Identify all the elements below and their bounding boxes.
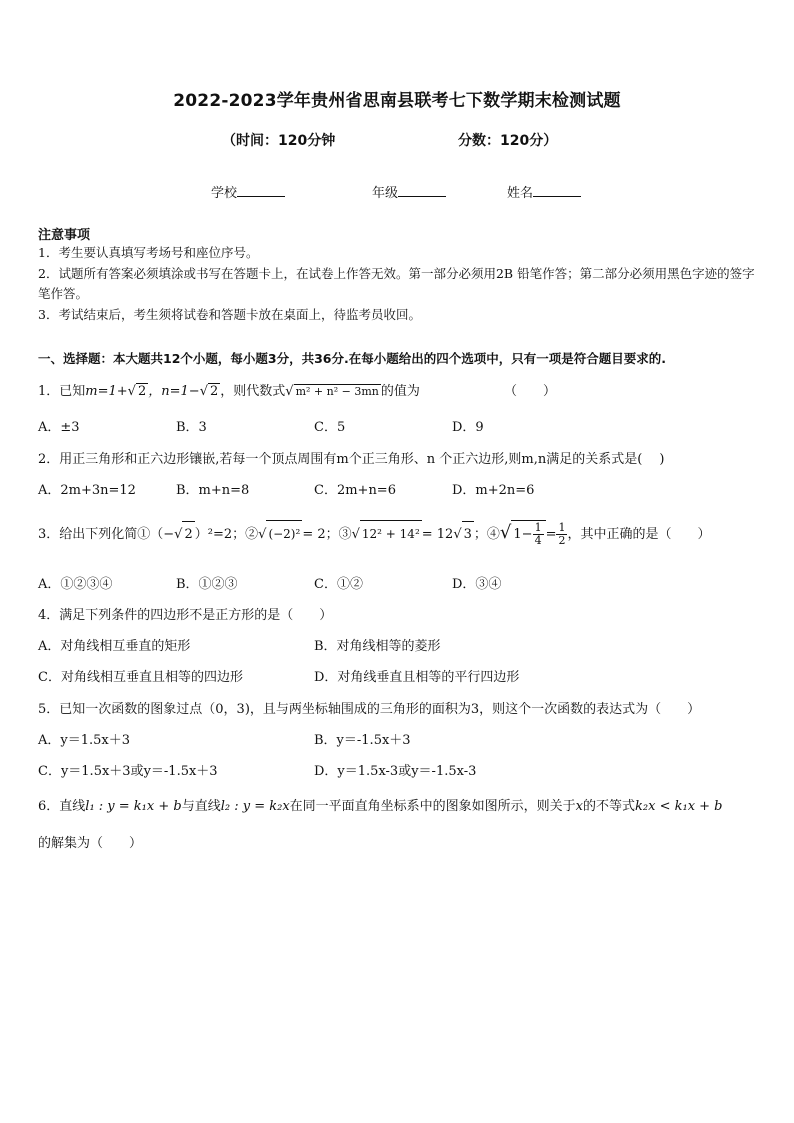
q2-option-c[interactable]: C．2m+n=6	[314, 483, 396, 498]
notice-item: 1．考生要认真填写考场号和座位序号。	[38, 245, 259, 260]
question-3: 3．给出下列化简①（−√ 2 ）²=2；②√ (−2)² = 2；③√ 12² + 14² = 12√ 3 ；④√ 1− $\frac{1}{4}$ = $\frac{1}{2}$ ，其中正确的是（ ）	[38, 521, 711, 547]
page-title: 2022-2023学年贵州省思南县联考七下数学期末检测试题	[173, 91, 621, 111]
q3-option-a[interactable]: A．①②③④	[38, 577, 113, 592]
q5-option-d[interactable]: D．y＝1.5x-3或y＝-1.5x-3	[314, 764, 477, 779]
q6-stem: 6．直线	[38, 799, 86, 814]
q2-option-a[interactable]: A．2m+3n=12	[38, 483, 136, 498]
q3-stem-b: ，其中正确的是（ ）	[567, 527, 711, 542]
q1-option-b[interactable]: B．3	[176, 420, 207, 435]
q3-radicand-3b: 3	[462, 521, 474, 548]
question-1: 1．已知m=1+√ 2 ，n=1−√ 2 ，则代数式√ m² + n² − 3mn 的值为	[38, 384, 420, 399]
q3-radicand-4: 1−	[513, 527, 533, 542]
q3-radicand-2: (−2)²	[266, 520, 302, 547]
q3-fraction-2-den: 2	[558, 534, 566, 547]
grade-label: 年级	[372, 186, 399, 201]
q6-variable: x	[575, 799, 584, 814]
q5-option-a[interactable]: A．y＝1.5x＋3	[38, 733, 131, 748]
q3-fraction-2	[556, 522, 567, 547]
notice-item: 3．考试结束后，考生须将试卷和答题卡放在桌面上，待监考员收回。	[38, 307, 421, 322]
q1-option-c[interactable]: C．5	[314, 420, 346, 435]
q6-line-1: l₁ : y = k₁x + b	[85, 799, 182, 814]
q4-option-a[interactable]: A．对角线相互垂直的矩形	[38, 639, 191, 654]
q3-fraction-1-den: 4	[534, 534, 542, 547]
q5-option-b[interactable]: B．y＝-1.5x＋3	[314, 733, 411, 748]
q1-expr-radicand: m² + n² − 3mn	[295, 385, 379, 398]
q3-option-d[interactable]: D．③④	[452, 577, 502, 592]
q2-option-b[interactable]: B．m+n=8	[176, 483, 250, 498]
question-2: 2．用正三角形和正六边形镶嵌,若每一个顶点周围有m个正三角形、n 个正六边形,则m,n满足的关系式是( )	[38, 452, 665, 467]
name-label: 姓名	[507, 186, 534, 201]
question-5: 5．已知一次函数的图象过点（0，3)，且与两坐标轴围成的三角形的面积为3，则这个一次函数的表达式为（ ）	[38, 702, 701, 717]
name-field	[507, 182, 581, 201]
notice-heading: 注意事项	[38, 228, 91, 243]
question-4: 4．满足下列条件的四边形不是正方形的是（ ）	[38, 608, 333, 623]
q6-line2: 的解集为（ ）	[38, 836, 143, 851]
q1-stem-c: 的值为	[380, 384, 420, 399]
q3-option-b[interactable]: B．①②③	[176, 577, 238, 592]
q3-option-c[interactable]: C．①②	[314, 577, 363, 592]
q3-stem: 3．给出下列化简①（−	[38, 527, 175, 542]
q6-inequality: k₂x < k₁x + b	[635, 799, 723, 814]
q3-part-2: = 2；③	[302, 527, 352, 542]
school-field	[211, 182, 285, 201]
q5-option-c[interactable]: C．y＝1.5x＋3或y＝-1.5x＋3	[38, 764, 218, 779]
q6-mid-2: 在同一平面直角坐标系中的图象如图所示，则关于	[289, 799, 576, 814]
q6-line-2: l₂ : y = k₂x	[220, 799, 290, 814]
grade-blank[interactable]	[398, 184, 446, 197]
notice-item: 2．试题所有答案必须填涂或书写在答题卡上，在试卷上作答无效。第一部分必须用2B 铅笔作答；第二部分必须用黑色字迹的签字笔作答。	[38, 266, 755, 301]
q1-m-expr: m=1+	[85, 384, 128, 399]
q1-n-expr: ，n=1−	[148, 384, 200, 399]
q4-option-d[interactable]: D．对角线垂直且相等的平行四边形	[314, 670, 520, 685]
q1-stem: 1．已知	[38, 384, 86, 399]
q3-radicand-1: 2	[182, 521, 194, 548]
q3-radicand-3: 12² + 14²	[360, 520, 422, 547]
school-blank[interactable]	[237, 184, 285, 197]
exam-score: 分数：120分）	[458, 133, 558, 149]
q3-part-1: ）²=2；②	[194, 527, 259, 542]
q1-option-d[interactable]: D．9	[452, 420, 484, 435]
q1-option-a[interactable]: A．±3	[38, 420, 80, 435]
q6-mid-3: 的不等式	[583, 799, 636, 814]
q3-part-4: ；④	[473, 527, 500, 542]
q2-option-d[interactable]: D．m+2n=6	[452, 483, 535, 498]
q1-stem-b: ，则代数式	[220, 384, 286, 399]
q1-m-radicand: 2	[137, 384, 147, 399]
q6-mid-1: 与直线	[181, 799, 221, 814]
section-heading: 一、选择题：本大题共12个小题，每小题3分，共36分.在每小题给出的四个选项中，只有一项是符合题目要求的.	[38, 351, 666, 366]
q4-option-b[interactable]: B．对角线相等的菱形	[314, 639, 441, 654]
q3-part-3: = 12	[421, 527, 454, 542]
grade-field	[372, 182, 446, 201]
q3-equals: =	[545, 527, 557, 542]
school-label: 学校	[211, 186, 238, 201]
exam-time: （时间：120分钟	[222, 133, 336, 149]
q4-option-c[interactable]: C．对角线相互垂直且相等的四边形	[38, 670, 243, 685]
q3-fraction-1	[533, 522, 544, 547]
q1-answer-paren: （ ）	[504, 384, 557, 399]
q1-n-radicand: 2	[209, 384, 219, 399]
q3-fraction-1-num: 1	[534, 521, 542, 534]
name-blank[interactable]	[533, 184, 581, 197]
q3-fraction-2-num: 1	[558, 521, 566, 534]
question-6	[38, 795, 723, 814]
